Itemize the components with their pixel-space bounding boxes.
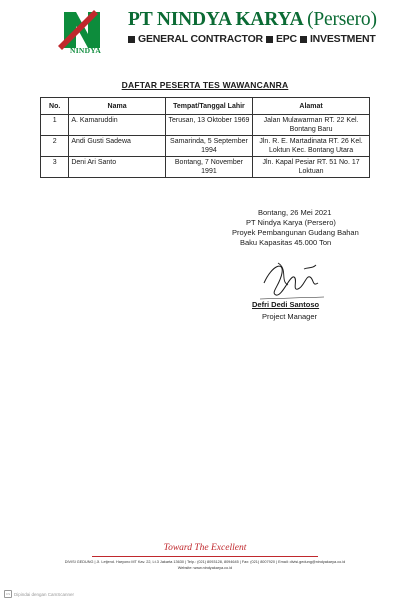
- company-tagline: [128, 33, 376, 45]
- camscanner-icon: CS: [5, 592, 11, 596]
- header-nama: Nama: [69, 98, 165, 115]
- signer-company: PT Nindya Karya (Persero): [246, 218, 336, 227]
- signer-title: Project Manager: [262, 312, 318, 321]
- company-name: [128, 9, 377, 31]
- footer-divider: [92, 556, 318, 557]
- cell-nama: Deni Ari Santo: [69, 157, 165, 178]
- footer-tagline: Toward The Excellent: [163, 543, 247, 553]
- table-row: [41, 157, 370, 178]
- participants-table: [40, 97, 370, 178]
- signer-name: Defri Dedi Santoso: [252, 300, 320, 309]
- project-line-2: Baku Kapasitas 45.000 Ton: [240, 238, 332, 247]
- table-row: [41, 136, 370, 157]
- header-no: No.: [41, 98, 69, 115]
- cell-alamat: Jln. R. E. Martadinata RT. 26 Kel. Loktun Kec. Bontang Utara: [253, 136, 370, 157]
- document-title: DAFTAR PESERTA TES WAWANCANRA: [121, 80, 289, 90]
- table-header-row: [41, 98, 370, 115]
- footer-address: DIVISI GEDUNG | Jl. Letjend. Haryono MT Kav. 22, Lt.3 Jakarta 13630 | Telp.: (021) 8093128, 8094645 | Fax: (021) 8007920 | Email: divisi.gedung@nindyakarya.co.id: [64, 560, 346, 564]
- tagline-item: GENERAL CONTRACTOR: [138, 33, 263, 45]
- header-tempat-tanggal-lahir: Tempat/Tanggal Lahir: [165, 98, 252, 115]
- place-date: Bontang, 26 Mei 2021: [258, 208, 332, 217]
- cell-alamat: Jln. Kapal Pesiar RT. 51 No. 17 Loktuan: [253, 157, 370, 178]
- table-row: [41, 115, 370, 136]
- footer-website: Website: www.nindyakarya.co.id: [177, 566, 233, 570]
- company-name-suffix: (Persero): [307, 9, 377, 30]
- cell-ttl: Terusan, 13 Oktober 1969: [165, 115, 252, 136]
- scanner-watermark: [4, 590, 74, 598]
- header-alamat: Alamat: [253, 98, 370, 115]
- cell-no: 2: [41, 136, 69, 157]
- tagline-item: EPC: [275, 33, 297, 45]
- tagline-item: INVESTMENT: [309, 33, 376, 45]
- logo-text: NINDYA: [70, 46, 102, 55]
- cell-no: 3: [41, 157, 69, 178]
- cell-no: 1: [41, 115, 69, 136]
- cell-ttl: Samarinda, 5 September 1994: [165, 136, 252, 157]
- square-bullet-icon: [128, 36, 135, 43]
- scanner-text: Dipindai dengan CamScanner: [14, 591, 75, 597]
- company-name-main: PT NINDYA KARYA: [128, 9, 303, 30]
- cell-nama: Andi Gusti Sadewa: [69, 136, 165, 157]
- square-bullet-icon: [300, 36, 307, 43]
- project-line-1: Proyek Pembangunan Gudang Bahan: [232, 228, 359, 237]
- cell-alamat: Jalan Mulawarman RT. 22 Kel. Bontang Baru: [253, 115, 370, 136]
- cell-nama: A. Kamaruddin: [69, 115, 165, 136]
- handwritten-signature-icon: [258, 255, 328, 303]
- cell-ttl: Bontang, 7 November 1991: [165, 157, 252, 178]
- square-bullet-icon: [266, 36, 273, 43]
